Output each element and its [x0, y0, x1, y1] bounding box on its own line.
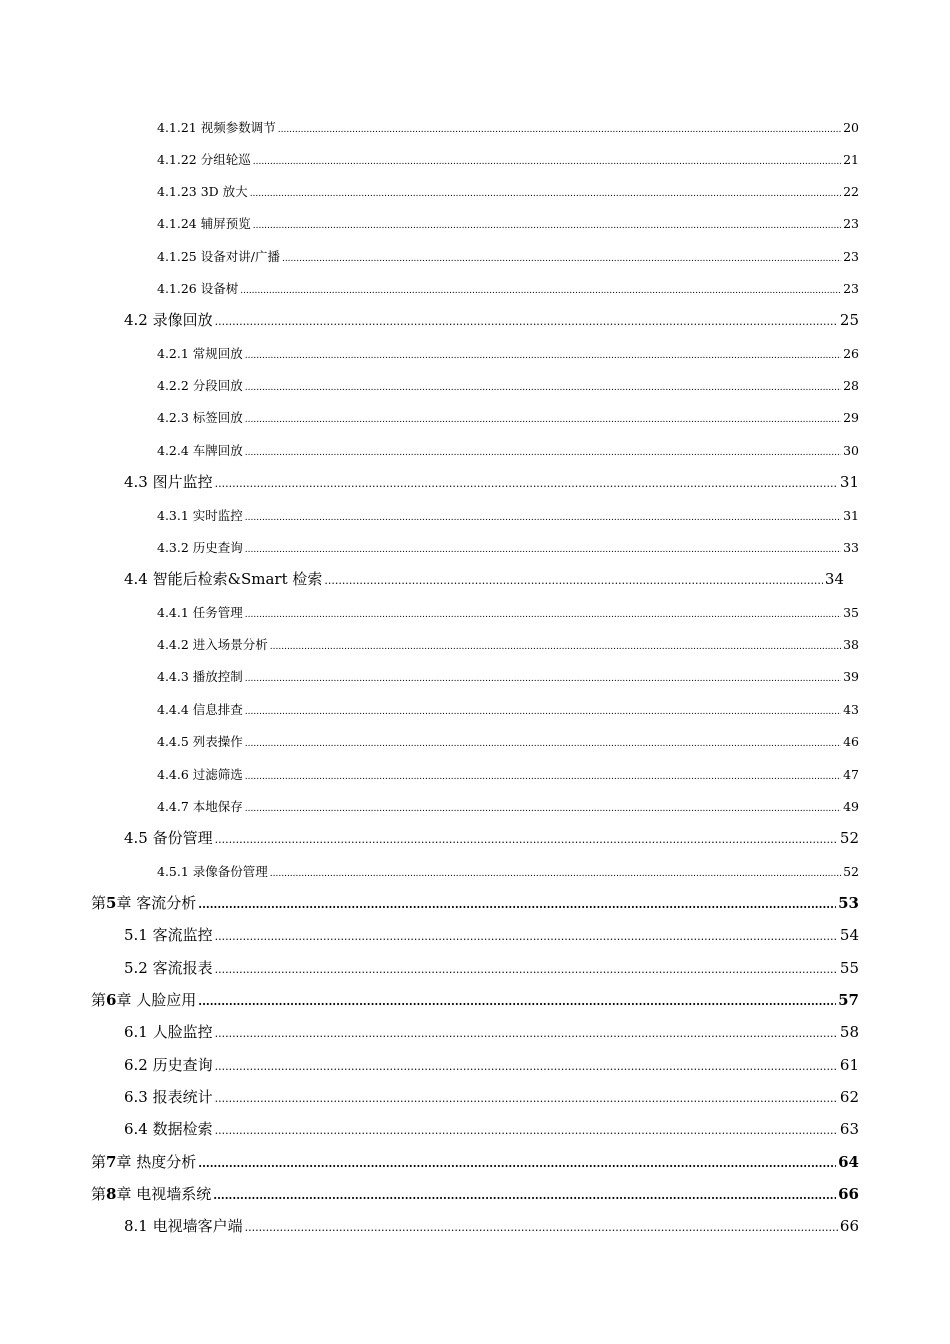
toc-entry-title: 4.1.21 视频参数调节 [157, 120, 276, 135]
toc-entry-page: 21 [843, 152, 859, 167]
toc-entry[interactable] [124, 568, 844, 589]
dot-leader [245, 1221, 838, 1234]
toc-entry-page: 55 [839, 959, 859, 977]
toc-entry[interactable] [157, 862, 859, 880]
toc-entry[interactable] [157, 279, 859, 297]
chapter-title: 章 人脸应用 [116, 991, 197, 1009]
toc-entry[interactable] [157, 441, 859, 459]
toc-entry[interactable] [157, 732, 859, 750]
dot-leader [215, 930, 838, 943]
toc-entry[interactable] [157, 506, 859, 524]
dot-leader [245, 383, 841, 393]
toc-entry-page: 54 [839, 926, 859, 944]
dot-leader [215, 1124, 838, 1137]
dot-leader [215, 1027, 838, 1040]
dot-leader [215, 477, 838, 490]
toc-entry-page: 66 [838, 1185, 859, 1203]
toc-entry-title: 4.5 备份管理 [124, 829, 213, 847]
toc-entry-title: 4.5.1 录像备份管理 [157, 864, 268, 879]
toc-entry-page: 35 [843, 605, 859, 620]
toc-entry[interactable] [124, 924, 859, 945]
toc-chapter-entry[interactable] [91, 1183, 859, 1204]
toc-entry-page: 23 [843, 281, 859, 296]
toc-entry-title: 4.1.26 设备树 [157, 281, 239, 296]
dot-leader [245, 513, 841, 523]
toc-entry-title: 4.1.24 辅屏预览 [157, 216, 251, 231]
toc-entry-page: 31 [839, 473, 859, 491]
toc-entry[interactable] [124, 957, 859, 978]
toc-entry[interactable] [157, 603, 859, 621]
dot-leader [282, 254, 841, 264]
toc-entry-title: 6.2 历史查询 [124, 1056, 213, 1074]
toc-entry[interactable] [157, 247, 859, 265]
dot-leader [324, 574, 823, 587]
dot-leader [245, 545, 841, 555]
dot-leader [198, 1157, 836, 1170]
toc-entry-title: 4.2.1 常规回放 [157, 346, 243, 361]
toc-entry-page: 49 [843, 799, 859, 814]
toc-entry-page: 28 [843, 378, 859, 393]
dot-leader [270, 642, 841, 652]
toc-entry-title: 4.4.1 任务管理 [157, 605, 243, 620]
toc-entry[interactable] [157, 376, 859, 394]
toc-entry-title: 5.1 客流监控 [124, 926, 213, 944]
toc-entry[interactable] [124, 471, 859, 492]
toc-entry-page: 61 [839, 1056, 859, 1074]
dot-leader [245, 739, 841, 749]
toc-entry-title: 4.4.4 信息排查 [157, 702, 243, 717]
toc-entry-title: 4.1.23 3D 放大 [157, 184, 248, 199]
toc-entry[interactable] [157, 150, 859, 168]
toc-entry[interactable] [124, 1118, 859, 1139]
toc-entry-title: 4.4 智能后检索&Smart 检索 [124, 570, 323, 588]
toc-entry-page: 20 [843, 120, 859, 135]
dot-leader [240, 286, 841, 296]
toc-entry-page: 26 [843, 346, 859, 361]
toc-entry[interactable] [157, 797, 859, 815]
chapter-prefix: 第 [91, 1185, 107, 1203]
toc-entry-title: 4.4.3 播放控制 [157, 669, 243, 684]
toc-entry[interactable] [124, 309, 859, 330]
toc-entry-title: 4.2.4 车牌回放 [157, 443, 243, 458]
dot-leader [198, 898, 836, 911]
toc-entry-page: 30 [843, 443, 859, 458]
toc-entry-page: 66 [839, 1217, 859, 1235]
dot-leader [245, 448, 841, 458]
chapter-title: 章 热度分析 [116, 1153, 197, 1171]
toc-entry[interactable] [124, 1054, 859, 1075]
toc-entry-title: 6.4 数据检索 [124, 1120, 213, 1138]
dot-leader [213, 1189, 836, 1202]
chapter-prefix: 第 [91, 1153, 107, 1171]
toc-entry[interactable] [157, 765, 859, 783]
toc-entry-page: 23 [843, 249, 859, 264]
toc-entry-title [91, 989, 196, 1010]
dot-leader [215, 963, 838, 976]
toc-entry-title: 4.2.3 标签回放 [157, 410, 243, 425]
toc-entry-title: 4.3.1 实时监控 [157, 508, 243, 523]
toc-chapter-entry[interactable] [91, 989, 859, 1010]
toc-entry-title: 4.3 图片监控 [124, 473, 213, 491]
toc-entry[interactable] [124, 1021, 859, 1042]
toc-entry[interactable] [157, 344, 859, 362]
toc-entry-title: 4.2 录像回放 [124, 311, 213, 329]
toc-entry-title: 4.4.6 过滤筛选 [157, 767, 243, 782]
toc-entry-title: 4.1.22 分组轮巡 [157, 152, 251, 167]
toc-entry-page: 63 [839, 1120, 859, 1138]
toc-entry[interactable] [157, 408, 859, 426]
dot-leader [270, 869, 841, 879]
chapter-number: 7 [106, 1153, 117, 1171]
toc-entry-title: 4.3.2 历史查询 [157, 540, 243, 555]
toc-entry-page: 25 [839, 311, 859, 329]
toc-entry-page: 33 [843, 540, 859, 555]
toc-entry[interactable] [157, 214, 859, 232]
dot-leader [245, 415, 841, 425]
toc-entry-title: 8.1 电视墙客户端 [124, 1217, 243, 1235]
toc-entry-title: 4.4.7 本地保存 [157, 799, 243, 814]
toc-entry-page: 43 [843, 702, 859, 717]
toc-entry-title: 5.2 客流报表 [124, 959, 213, 977]
toc-entry-page: 34 [824, 570, 844, 588]
toc-entry-title: 4.4.2 进入场景分析 [157, 637, 268, 652]
toc-entry-page: 62 [839, 1088, 859, 1106]
dot-leader [245, 674, 841, 684]
toc-entry-title: 4.1.25 设备对讲/广播 [157, 249, 280, 264]
toc-entry-page: 39 [843, 669, 859, 684]
dot-leader [253, 221, 841, 231]
toc-entry-title: 4.2.2 分段回放 [157, 378, 243, 393]
toc-entry[interactable] [157, 667, 859, 685]
toc-entry[interactable] [124, 827, 859, 848]
chapter-prefix: 第 [91, 991, 107, 1009]
toc-entry-page: 22 [843, 184, 859, 199]
toc-entry-title: 6.1 人脸监控 [124, 1023, 213, 1041]
dot-leader [245, 351, 841, 361]
dot-leader [215, 1060, 838, 1073]
dot-leader [245, 610, 841, 620]
chapter-prefix: 第 [91, 894, 107, 912]
chapter-title: 章 电视墙系统 [116, 1185, 212, 1203]
dot-leader [278, 125, 841, 135]
toc-entry-page: 52 [839, 829, 859, 847]
dot-leader [245, 772, 841, 782]
toc-entry[interactable] [157, 182, 859, 200]
toc-entry-page: 52 [843, 864, 859, 879]
toc-entry-title [91, 1183, 211, 1204]
dot-leader [215, 1092, 838, 1105]
toc-entry-title: 4.4.5 列表操作 [157, 734, 243, 749]
dot-leader [245, 707, 841, 717]
toc-entry-page: 29 [843, 410, 859, 425]
dot-leader [250, 189, 841, 199]
toc-entry-page: 23 [843, 216, 859, 231]
toc-entry-page: 53 [838, 894, 859, 912]
chapter-title: 章 客流分析 [116, 894, 197, 912]
toc-entry-title [91, 892, 196, 913]
chapter-number: 8 [106, 1185, 117, 1203]
toc-entry[interactable] [157, 118, 859, 136]
dot-leader [215, 315, 838, 328]
toc-entry-title: 6.3 报表统计 [124, 1088, 213, 1106]
dot-leader [245, 804, 841, 814]
toc-chapter-entry[interactable] [91, 1151, 859, 1172]
toc-entry-title [91, 1151, 196, 1172]
toc-entry[interactable] [157, 538, 859, 556]
toc-entry-page: 58 [839, 1023, 859, 1041]
toc-entry-page: 47 [843, 767, 859, 782]
toc-entry[interactable] [157, 635, 859, 653]
toc-entry-page: 57 [838, 991, 859, 1009]
toc-entry[interactable] [124, 1086, 859, 1107]
toc-chapter-entry[interactable] [91, 892, 859, 913]
dot-leader [198, 995, 836, 1008]
chapter-number: 6 [106, 991, 117, 1009]
dot-leader [253, 157, 841, 167]
toc-entry-page: 46 [843, 734, 859, 749]
chapter-number: 5 [106, 894, 117, 912]
toc-entry[interactable] [157, 700, 859, 718]
dot-leader [215, 833, 838, 846]
toc-entry[interactable] [124, 1215, 859, 1236]
toc-entry-page: 64 [838, 1153, 859, 1171]
toc-entry-page: 38 [843, 637, 859, 652]
toc-entry-page: 31 [843, 508, 859, 523]
